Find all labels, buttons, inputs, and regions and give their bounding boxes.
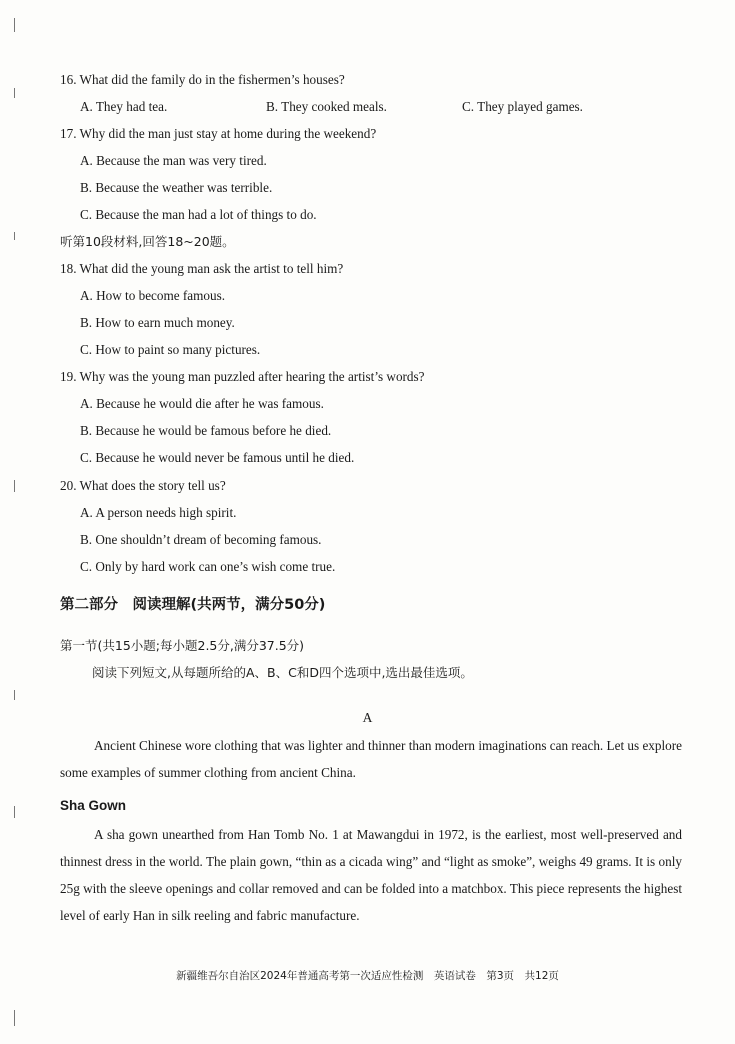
q17-option-a: A. Because the man was very tired. [80, 153, 267, 168]
question-19: 19. Why was the young man puzzled after hearing the artist’s words? [60, 369, 425, 384]
q19-option-a: A. Because he would die after he was famous. [80, 396, 324, 411]
q16-option-a: A. They had tea. [80, 99, 168, 114]
q18-option-c: C. How to paint so many pictures. [80, 342, 261, 357]
q17-option-c: C. Because the man had a lot of things to do. [80, 207, 317, 222]
listening-instruction-10: 听第10段材料,回答18~20题。 [60, 234, 235, 249]
passage-label: A [362, 710, 373, 725]
question-17: 17. Why did the man just stay at home during the weekend? [60, 126, 377, 141]
binding-mark [14, 690, 15, 700]
q19-option-c: C. Because he would never be famous until he died. [80, 450, 355, 465]
page-footer: 新疆维吾尔自治区2024年普通高考第一次适应性检测 英语试卷 第3页 共12页 [176, 970, 559, 982]
q16-option-c: C. They played games. [462, 99, 583, 114]
q18-option-b: B. How to earn much money. [80, 315, 235, 330]
binding-mark [14, 1010, 15, 1026]
binding-mark [14, 18, 15, 32]
passage-subheading: Sha Gown [60, 798, 127, 813]
binding-mark [14, 88, 15, 98]
question-20: 20. What does the story tell us? [60, 478, 226, 493]
passage-body: A sha gown unearthed from Han Tomb No. 1 at Mawangdui in 1972, is the earliest, most well-preserved and thinnest dress in the world. The plain gown, “thin as a cicada wing” and “light as smoke”, weighs 49 grams. It is only 25g with the sleeve openings and collar removed and can be folded into a matchbox. This piece represents the highest level of early Han in silk reeling and fabric manufacture. [60, 827, 682, 923]
q18-option-a: A. How to become famous. [80, 288, 226, 303]
section-instruction: 阅读下列短文,从每题所给的A、B、C和D四个选项中,选出最佳选项。 [92, 665, 473, 680]
passage-intro: Ancient Chinese wore clothing that was lighter and thinner than modern imaginations can reach. Let us explore some examples of summer clothing from ancient China. [60, 738, 682, 780]
question-18: 18. What did the young man ask the artist to tell him? [60, 261, 344, 276]
q16-option-b: B. They cooked meals. [266, 99, 387, 114]
q20-option-b: B. One shouldn’t dream of becoming famous. [80, 532, 322, 547]
q20-option-a: A. A person needs high spirit. [80, 505, 237, 520]
part-two-title: 第二部分 阅读理解(共两节，满分50分) [60, 597, 326, 613]
binding-mark [14, 480, 15, 492]
binding-mark [14, 806, 15, 818]
binding-mark [14, 232, 15, 240]
q19-option-b: B. Because he would be famous before he died. [80, 423, 332, 438]
q20-option-c: C. Only by hard work can one’s wish come true. [80, 559, 336, 574]
section-one-title: 第一节(共15小题;每小题2.5分,满分37.5分) [60, 638, 305, 653]
question-16: 16. What did the family do in the fishermen’s houses? [60, 72, 345, 87]
q17-option-b: B. Because the weather was terrible. [80, 180, 273, 195]
